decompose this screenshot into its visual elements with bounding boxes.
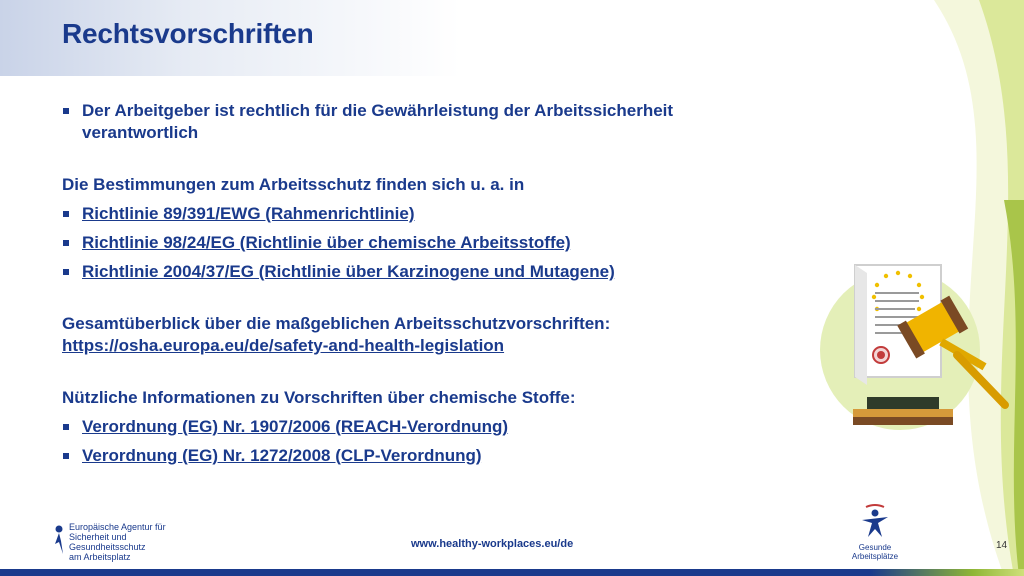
overview-label: Gesamtüberblick über die maßgeblichen Arbeitsschutzvorschriften: xyxy=(62,314,611,333)
slide-content xyxy=(62,100,762,467)
directive-link[interactable]: Richtlinie 2004/37/EG (Richtlinie über Karzinogene und Mutagene) xyxy=(82,262,615,281)
bottom-bar xyxy=(0,569,1024,576)
directive-link[interactable]: Richtlinie 98/24/EG (Richtlinie über chemische Arbeitsstoffe) xyxy=(82,233,571,252)
agency-name xyxy=(69,522,177,562)
intro-text: Der Arbeitgeber ist rechtlich für die Gewährleistung der Arbeitssicherheit verantwortlich xyxy=(82,101,674,142)
list-item xyxy=(62,261,762,283)
bullet-square-icon xyxy=(63,108,69,114)
list-item xyxy=(62,445,762,467)
regulation-link[interactable]: Verordnung (EG) Nr. 1907/2006 (REACH-Verordnung) xyxy=(82,417,509,436)
list-item xyxy=(62,232,762,254)
website-link[interactable]: www.healthy-workplaces.eu/de xyxy=(411,538,574,550)
page-title: Rechtsvorschriften xyxy=(62,18,314,49)
healthy-workplaces-logo xyxy=(840,503,910,561)
bullet-square-icon xyxy=(63,269,69,275)
bullet-square-icon xyxy=(63,211,69,217)
overview-link[interactable]: https://osha.europa.eu/de/safety-and-health-legislation xyxy=(62,336,505,355)
regulation-link[interactable]: Verordnung (EG) Nr. 1272/2008 (CLP-Verordnung) xyxy=(82,446,482,465)
campaign-caption: Gesunde Arbeitsplätze xyxy=(851,543,899,561)
chemicals-heading: Nützliche Informationen zu Vorschriften über chemische Stoffe: xyxy=(62,388,576,407)
eu-osha-logo xyxy=(52,522,177,562)
bullet-square-icon xyxy=(63,453,69,459)
intro-bullet xyxy=(62,100,762,144)
bullet-square-icon xyxy=(63,240,69,246)
agency-line: Sicherheit und Gesundheitsschutz xyxy=(69,532,146,552)
page-number: 14 xyxy=(996,540,1008,551)
healthy-workplaces-logo-icon xyxy=(858,503,892,541)
agency-line: am Arbeitsplatz xyxy=(69,552,131,562)
bullet-square-icon xyxy=(63,424,69,430)
directive-link[interactable]: Richtlinie 89/391/EWG (Rahmenrichtlinie) xyxy=(82,204,415,223)
provisions-heading: Die Bestimmungen zum Arbeitsschutz finden sich u. a. in xyxy=(62,175,525,194)
agency-line: Europäische Agentur für xyxy=(69,522,166,532)
eu-osha-logo-icon xyxy=(52,524,66,556)
list-item xyxy=(62,203,762,225)
sound-block-icon xyxy=(853,397,953,425)
legal-illustration xyxy=(815,255,1015,435)
list-item xyxy=(62,416,762,438)
